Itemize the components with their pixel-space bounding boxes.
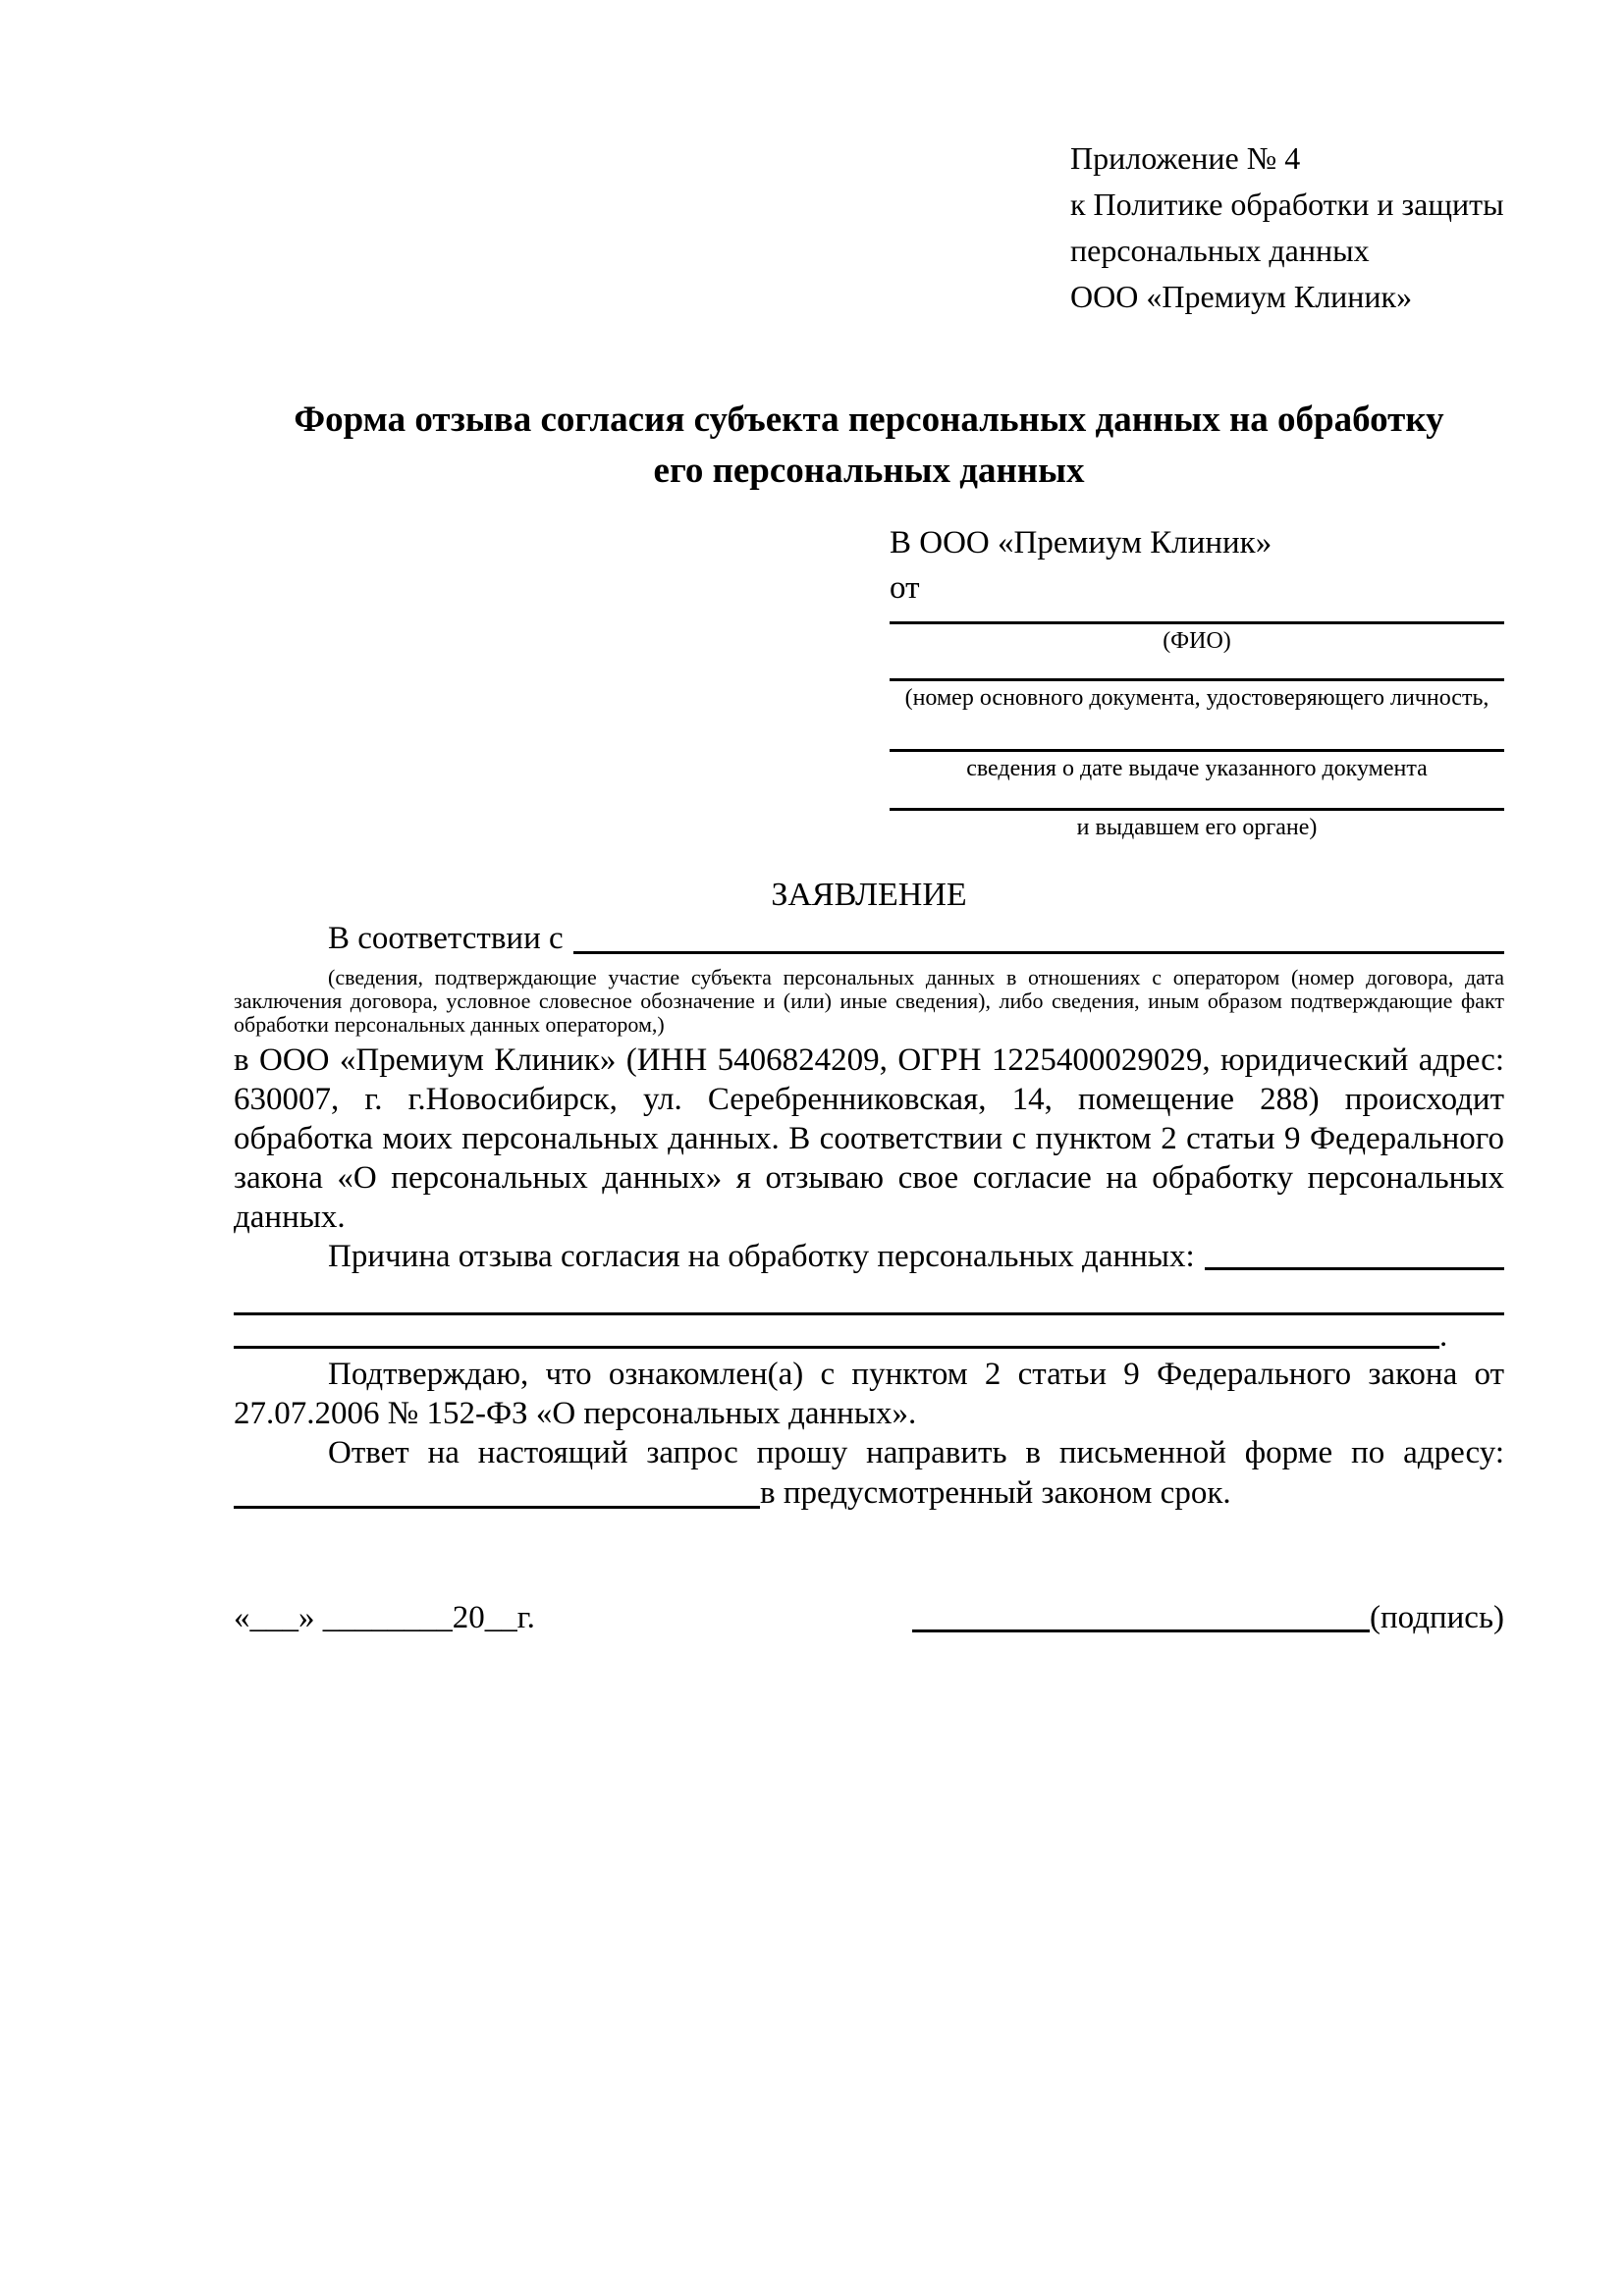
reply-address-row (234, 1472, 1504, 1514)
reply-address-blank-line (234, 1506, 760, 1509)
date-signature-row (234, 1596, 1504, 1639)
confirmation-paragraph: Подтверждаю, что ознакомлен(а) с пунктом 2 статьи 9 Федерального закона от 27.07.2006 № 152-ФЗ «О персональных данных». (234, 1357, 1504, 1431)
appendix-line: к Политике обработки и защиты (1070, 187, 1504, 222)
issuing-authority-caption: и выдавшем его органе) (1076, 815, 1318, 840)
intro-row (234, 917, 1504, 960)
reason-row (234, 1237, 1504, 1276)
sentence-period: . (1439, 1318, 1448, 1354)
issuing-authority-field (890, 785, 1504, 844)
addressee-to: В ООО «Премиум Клиник» (890, 525, 1272, 561)
document-content (234, 0, 1504, 1639)
document-number-caption: (номер основного документа, удостоверяющего личность, (904, 685, 1489, 711)
reason-blank-line-3 (234, 1315, 1504, 1353)
signature-group (912, 1596, 1504, 1639)
appendix-line: Приложение № 4 (1070, 140, 1301, 176)
body-paragraph: в ООО «Премиум Клиник» (ИНН 5406824209, ОГРН 1225400029029, юридический адрес: 630007, г. г.Новосибирск, ул. Серебренниковская, 14, помещение 288) происходит обработка моих персональных данных. В соответствии с пунктом 2 статьи 9 Федерального закона «О персональных данных» я отзываю свое согласие на обработку персональных данных. (234, 1042, 1504, 1235)
issue-date-caption: сведения о дате выдаче указанного документа (966, 756, 1428, 781)
page-title: Форма отзыва согласия субъекта персональных данных на обработку его персональных данных (294, 400, 1444, 491)
issue-date-blank-line (890, 715, 1504, 752)
document-number-field (890, 658, 1504, 715)
statement-heading: ЗАЯВЛЕНИЕ (771, 877, 967, 913)
date-blank-text: «___» ________20__г. (234, 1600, 535, 1635)
reason-label: Причина отзыва согласия на обработку персональных данных: (328, 1239, 1195, 1274)
addressee-block (890, 520, 1504, 844)
signature-blank-line (912, 1629, 1370, 1632)
reason-blank-line-2 (234, 1276, 1504, 1315)
fio-blank-line (890, 611, 1504, 624)
intro-blank-line (573, 951, 1504, 954)
reason-blank-line-3-rule (234, 1346, 1439, 1349)
fio-field (890, 611, 1504, 658)
addressee-from-label: от (890, 570, 920, 606)
intro-label: В соответствии с (328, 921, 564, 956)
reason-blank-line (1205, 1267, 1504, 1270)
appendix-note (1070, 135, 1504, 320)
reply-paragraph: Ответ на настоящий запрос прошу направить в письменной форме по адресу: (328, 1435, 1504, 1470)
appendix-line: персональных данных (1070, 233, 1370, 268)
issue-date-field (890, 715, 1504, 785)
signature-caption: (подпись) (1370, 1600, 1504, 1635)
reply-suffix: в предусмотренный законом срок. (760, 1475, 1231, 1511)
issuing-authority-blank-line (890, 785, 1504, 811)
fio-caption: (ФИО) (1163, 628, 1231, 654)
document-number-blank-line (890, 658, 1504, 681)
appendix-line: ООО «Премиум Клиник» (1070, 279, 1413, 314)
fine-print-note: (сведения, подтверждающие участие субъекта персональных данных в отношениях с оператором (номер договора, дата заключения договора, условное словесное обозначение и (или) иные сведения), либо сведения, иным образом подтверждающие факт обработки персональных данных оператором,) (234, 965, 1504, 1037)
